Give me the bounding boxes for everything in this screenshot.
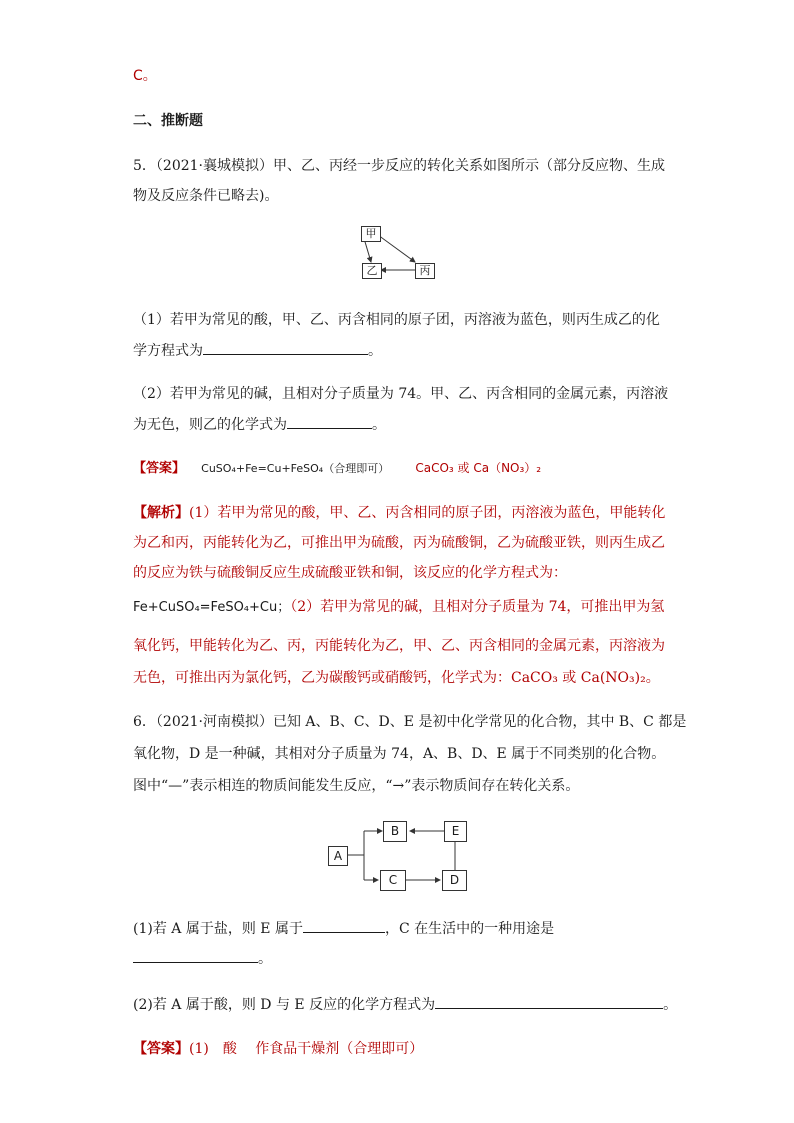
q5-node-bing: 丙: [415, 263, 435, 279]
q5-part2-line-1: （2）若甲为常见的碱，且相对分子质量为 74。甲、乙、丙含相同的金属元素，丙溶液: [133, 386, 669, 402]
q6-part2-end: 。: [663, 997, 678, 1013]
q6-part2-prompt: (2)若 A 属于酸，则 D 与 E 反应的化学方程式为: [133, 997, 436, 1013]
q5-analysis-line-3: 的反应为铁与硫酸铜反应生成硫酸亚铁和铜，该反应的化学方程式为：: [133, 565, 567, 581]
q5-analysis-equation: Fe+CuSO₄=FeSO₄+Cu；: [133, 600, 291, 615]
q5-arrow-jia-bing: [378, 235, 415, 262]
q5-analysis-label: 【解析】: [133, 505, 189, 521]
q5-analysis-line-5: 氧化钙，甲能转化为乙、丙，丙能转化为乙，甲、乙、丙含相同的金属元素，丙溶液为: [133, 638, 665, 654]
q5-answer-2: CaCO₃ 或 Ca（NO₃）₂: [415, 461, 542, 475]
q5-analysis-line-6: 无色，可推出丙为氯化钙，乙为碳酸钙或硝酸钙，化学式为：CaCO₃ 或 Ca(NO₃)₂。: [133, 670, 660, 686]
q6-answer-text: (1) 酸 作食品干燥剂（合理即可）: [189, 1041, 424, 1057]
q5-analysis-text-4: （2）若甲为常见的碱，且相对分子质量为 74，可推出甲为氢: [290, 599, 665, 615]
q6-part2-blank: [435, 994, 663, 1009]
q6-answer: [133, 1039, 423, 1059]
q6-part2-line: [133, 994, 677, 1015]
q6-part1-prompt: (1)若 A 属于盐，则 E 属于: [133, 921, 303, 937]
q5-part2-line-2: [133, 414, 386, 435]
q6-stem-line-2: 氧化物，D 是一种碱，其相对分子质量为 74，A、B、D、E 属于不同类别的化合物。: [133, 746, 666, 762]
q5-answer: [133, 458, 541, 479]
q6-answer-label: 【答案】: [133, 1041, 189, 1057]
q5-node-jia: 甲: [361, 226, 381, 242]
q5-analysis-line-1: [133, 503, 665, 523]
q5-answer-label: 【答案】: [133, 461, 186, 476]
q6-part1-blank-use: [133, 948, 258, 963]
q5-node-yi: 乙: [362, 263, 382, 279]
q6-node-e: E: [444, 821, 467, 842]
previous-answer-tail: C。: [133, 68, 157, 84]
q5-answer-1: CuSO₄+Fe=Cu+FeSO₄（合理即可）: [201, 462, 390, 475]
q5-stem-line-1: 5．（2021·襄城模拟）甲、乙、丙经一步反应的转化关系如图所示（部分反应物、生成: [133, 158, 665, 174]
q5-analysis-text-1: (1）若甲为常见的酸，甲、乙、丙含相同的原子团，丙溶液为蓝色，甲能转化: [189, 505, 666, 521]
q6-node-c: C: [380, 870, 406, 891]
q6-part1-blank-e: [303, 918, 385, 933]
q5-part1-end: 。: [368, 343, 382, 359]
q6-part1-line-2: [133, 948, 272, 969]
q6-node-d: D: [442, 870, 467, 891]
q6-stem-line-1: 6．（2021·河南模拟）已知 A、B、C、D、E 是初中化学常见的化合物，其中 B、C 都是: [133, 714, 687, 730]
q6-node-b: B: [383, 821, 407, 842]
q6-part1-end: 。: [258, 951, 272, 967]
q5-part1-answer-blank: [203, 340, 368, 355]
section-heading: 二、推断题: [133, 113, 203, 129]
q5-analysis-line-4: [133, 597, 664, 618]
q5-analysis-line-2: 为乙和丙，丙能转化为乙，可推出甲为硫酸，丙为硫酸铜，乙为硫酸亚铁，则丙生成乙: [133, 535, 665, 551]
q6-stem-line-3: 图中“—”表示相连的物质间能发生反应，“→”表示物质间存在转化关系。: [133, 778, 580, 794]
q5-part1-line-1: （1）若甲为常见的酸，甲、乙、丙含相同的原子团，丙溶液为蓝色，则丙生成乙的化: [133, 312, 660, 328]
q6-part1-mid: ，C 在生活中的一种用途是: [384, 921, 555, 937]
q6-node-a: A: [328, 846, 348, 866]
q5-stem-line-2: 物及反应条件已略去)。: [133, 188, 279, 204]
q5-part2-answer-blank: [287, 414, 372, 429]
q5-part2-end: 。: [372, 417, 386, 433]
q5-part1-line-2: [133, 340, 382, 361]
q5-part2-prompt: 为无色，则乙的化学式为: [133, 417, 287, 433]
q6-part1-line-1: [133, 918, 554, 939]
q5-part1-prompt: 学方程式为: [133, 343, 203, 359]
